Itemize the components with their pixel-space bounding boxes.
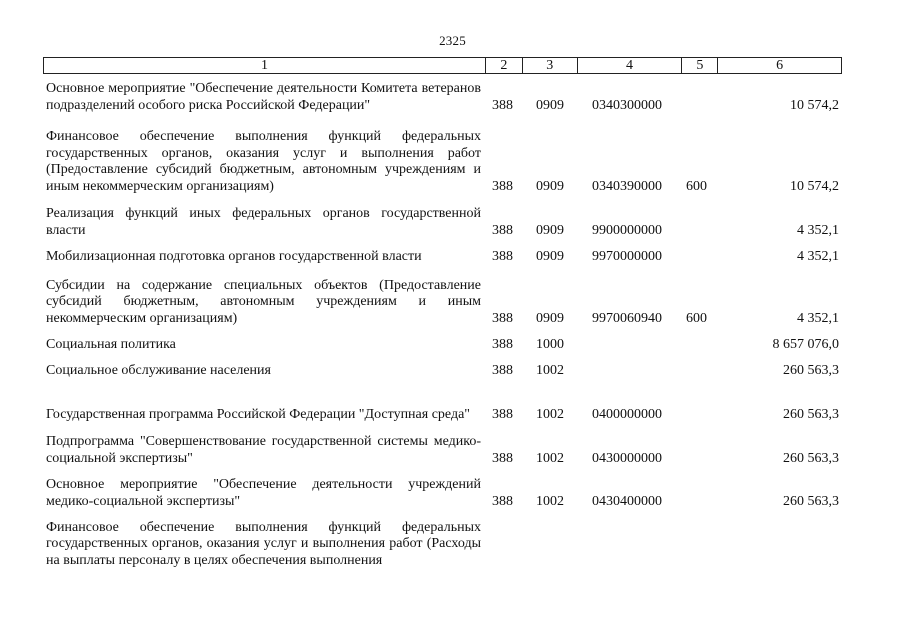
- header-col-4: 4: [578, 58, 683, 73]
- row-target: 9970060940: [592, 310, 662, 326]
- row-expense-type: 600: [686, 178, 707, 194]
- row-description: Подпрограмма "Совершенствование государственной системы медико-социальной экспертизы": [46, 434, 481, 466]
- row-description: Мобилизационная подготовка органов государственной власти: [46, 248, 422, 264]
- row-target: 0340390000: [592, 178, 662, 194]
- row-ministry: 388: [492, 362, 513, 378]
- row-description: Реализация функций иных федеральных органов государственной власти: [46, 206, 481, 238]
- row-expense-type: 600: [686, 310, 707, 326]
- row-description: Основное мероприятие "Обеспечение деятельности Комитета ветеранов подразделений особого риска Российской Федерации": [46, 81, 481, 113]
- row-amount: 10 574,2: [790, 178, 839, 194]
- row-ministry: 388: [492, 493, 513, 509]
- row-amount: 4 352,1: [797, 310, 839, 326]
- row-description: Социальное обслуживание населения: [46, 362, 271, 378]
- row-target: 9900000000: [592, 222, 662, 238]
- row-amount: 260 563,3: [783, 406, 839, 422]
- row-amount: 260 563,3: [783, 493, 839, 509]
- row-description: Основное мероприятие "Обеспечение деятельности учреждений медико-социальной экспертизы": [46, 477, 481, 509]
- row-ministry: 388: [492, 97, 513, 113]
- row-target: 0430000000: [592, 450, 662, 466]
- table-header: [43, 57, 842, 74]
- row-section: 1000: [536, 336, 564, 352]
- row-ministry: 388: [492, 178, 513, 194]
- row-amount: 260 563,3: [783, 450, 839, 466]
- row-section: 0909: [536, 178, 564, 194]
- row-ministry: 388: [492, 336, 513, 352]
- row-target: 0430400000: [592, 493, 662, 509]
- row-section: 1002: [536, 450, 564, 466]
- row-amount: 8 657 076,0: [772, 336, 839, 352]
- header-col-2: 2: [486, 58, 523, 73]
- row-section: 1002: [536, 406, 564, 422]
- row-description: Финансовое обеспечение выполнения функций федеральных государственных органов, оказания услуг и выполнения работ (Предоставление субсидий бюджетным, автономным учреждениям и иным некоммерческим организациям): [46, 129, 481, 194]
- row-ministry: 388: [492, 222, 513, 238]
- header-col-5: 5: [682, 58, 718, 73]
- row-section: 0909: [536, 310, 564, 326]
- row-section: 0909: [536, 97, 564, 113]
- row-description: Финансовое обеспечение выполнения функций федеральных государственных органов, оказания услуг и выполнения работ (Расходы на выплаты персоналу в целях обеспечения выполнения: [46, 519, 481, 568]
- row-ministry: 388: [492, 450, 513, 466]
- header-col-3: 3: [523, 58, 578, 73]
- row-section: 1002: [536, 362, 564, 378]
- row-ministry: 388: [492, 310, 513, 326]
- row-target: 0400000000: [592, 406, 662, 422]
- row-target: 0340300000: [592, 97, 662, 113]
- header-col-1: 1: [44, 58, 486, 73]
- row-amount: 4 352,1: [797, 222, 839, 238]
- row-section: 1002: [536, 493, 564, 509]
- row-section: 0909: [536, 248, 564, 264]
- row-description: Социальная политика: [46, 336, 176, 352]
- row-ministry: 388: [492, 406, 513, 422]
- header-col-6: 6: [776, 58, 784, 73]
- row-amount: 10 574,2: [790, 97, 839, 113]
- row-amount: 4 352,1: [797, 248, 839, 264]
- row-amount: 260 563,3: [783, 362, 839, 378]
- row-target: 9970000000: [592, 248, 662, 264]
- row-description: Субсидии на содержание специальных объектов (Предоставление субсидий бюджетным, автономным учреждениям и иным некоммерческим организациям): [46, 277, 481, 326]
- row-section: 0909: [536, 222, 564, 238]
- row-description: Государственная программа Российской Федерации "Доступная среда": [46, 406, 470, 422]
- row-ministry: 388: [492, 248, 513, 264]
- page-number: 2325: [439, 33, 466, 48]
